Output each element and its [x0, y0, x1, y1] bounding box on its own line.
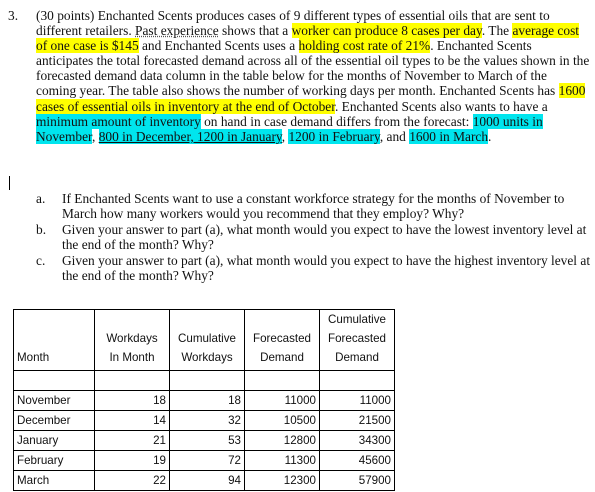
cell-cum-workdays: 32 [170, 411, 245, 431]
header-forecasted-demand: Forecasted Demand [245, 310, 320, 371]
cell-demand: 12300 [245, 471, 320, 491]
cell-cum-demand: 34300 [320, 431, 395, 451]
highlight-november: 1000 units in November [36, 113, 543, 144]
cell-cum-workdays: 94 [170, 471, 245, 491]
text-run: , [281, 128, 289, 144]
table-row [14, 471, 395, 491]
text-run: (30 points) Enchanted Scents produces cases of 9 different types of essential oils that are sent to different retailers. [36, 8, 550, 39]
question-3 [8, 8, 590, 144]
cell-month: November [14, 391, 95, 411]
highlight-dec-jan: 800 in December, 1200 in January [98, 128, 282, 144]
cell-month: January [14, 431, 95, 451]
subquestion-text: If Enchanted Scents want to use a constant workforce strategy for the months of November to March how many workers would you recommend that they employ? Why? [62, 191, 565, 221]
text-run: . [488, 128, 492, 144]
highlight-initial-inventory: 1600 cases of essential oils in inventory at the end of October [36, 83, 586, 114]
highlight-february: 1200 in February [288, 128, 380, 144]
highlight-avg-cost: average cost of one case is $145 [36, 23, 579, 54]
highlight-march: 1600 in March [409, 128, 489, 144]
cell-demand: 10500 [245, 411, 320, 431]
cell-demand: 11000 [245, 391, 320, 411]
subquestion-text: Given your answer to part (a), what month would you expect to have the lowest inventory level at the end of the month? Why? [62, 222, 587, 252]
question-number: 3. [8, 8, 19, 23]
text-run: , [91, 128, 99, 144]
text-run: . Enchanted Scents also wants to have a [334, 98, 548, 114]
cell-month: February [14, 451, 95, 471]
cell-month: December [14, 411, 95, 431]
table-row [14, 391, 395, 411]
table-spacer-row [14, 371, 395, 391]
table-row [14, 451, 395, 471]
question-text [36, 8, 590, 144]
header-cumulative-workdays: Cumulative Workdays [170, 310, 245, 371]
cell-cum-workdays: 72 [170, 451, 245, 471]
cell-workdays: 14 [95, 411, 170, 431]
cell-workdays: 21 [95, 431, 170, 451]
subquestion-label: c. [36, 253, 46, 269]
cell-cum-workdays: 18 [170, 391, 245, 411]
header-month: Month [14, 310, 95, 371]
cell-workdays: 19 [95, 451, 170, 471]
cell-workdays: 22 [95, 471, 170, 491]
highlight-holding-rate: holding cost rate of 21% [298, 38, 431, 54]
text-run: and Enchanted Scents uses a [138, 38, 299, 54]
table-row [14, 411, 395, 431]
cell-demand: 12800 [245, 431, 320, 451]
subquestion-label: a. [36, 191, 46, 206]
cell-cum-workdays: 53 [170, 431, 245, 451]
table-row [14, 431, 395, 451]
cell-cum-demand: 21500 [320, 411, 395, 431]
cell-month: March [14, 471, 95, 491]
table-header-row [14, 310, 395, 371]
cell-demand: 11300 [245, 451, 320, 471]
text-run: Past experience [135, 23, 219, 39]
demand-table [13, 309, 395, 491]
cell-cum-demand: 57900 [320, 471, 395, 491]
text-run: on hand in case demand differs from the forecast: [200, 113, 473, 129]
subquestion-label: b. [36, 222, 47, 238]
subquestion-c [36, 254, 591, 283]
subquestion-a [36, 192, 591, 221]
highlight-worker-rate: worker can produce 8 cases per day [291, 23, 482, 39]
subquestion-text: Given your answer to part (a), what month would you expect to have the highest inventory level at the end of the month? Why? [62, 253, 591, 283]
text-run: , and [379, 128, 410, 144]
subquestion-b [36, 223, 591, 252]
text-cursor[interactable] [9, 176, 10, 190]
text-run: . Enchanted Scents anticipates the total forecasted demand across all of the essential oil types to be the values shown in the forecasted demand data column in the table below for the months of November to March of the coming year. The table also shows the number of working days per month. Enchanted Scents has [36, 38, 590, 99]
subquestion-list [36, 192, 591, 286]
cell-cum-demand: 11000 [320, 391, 395, 411]
cell-cum-demand: 45600 [320, 451, 395, 471]
cell-workdays: 18 [95, 391, 170, 411]
header-workdays: Workdays In Month [95, 310, 170, 371]
text-run: . The [481, 23, 513, 39]
header-cumulative-demand: Cumulative Forecasted Demand [320, 310, 395, 371]
highlight-min-inventory: minimum amount of inventory [36, 113, 201, 129]
text-run: shows that a [218, 23, 292, 39]
